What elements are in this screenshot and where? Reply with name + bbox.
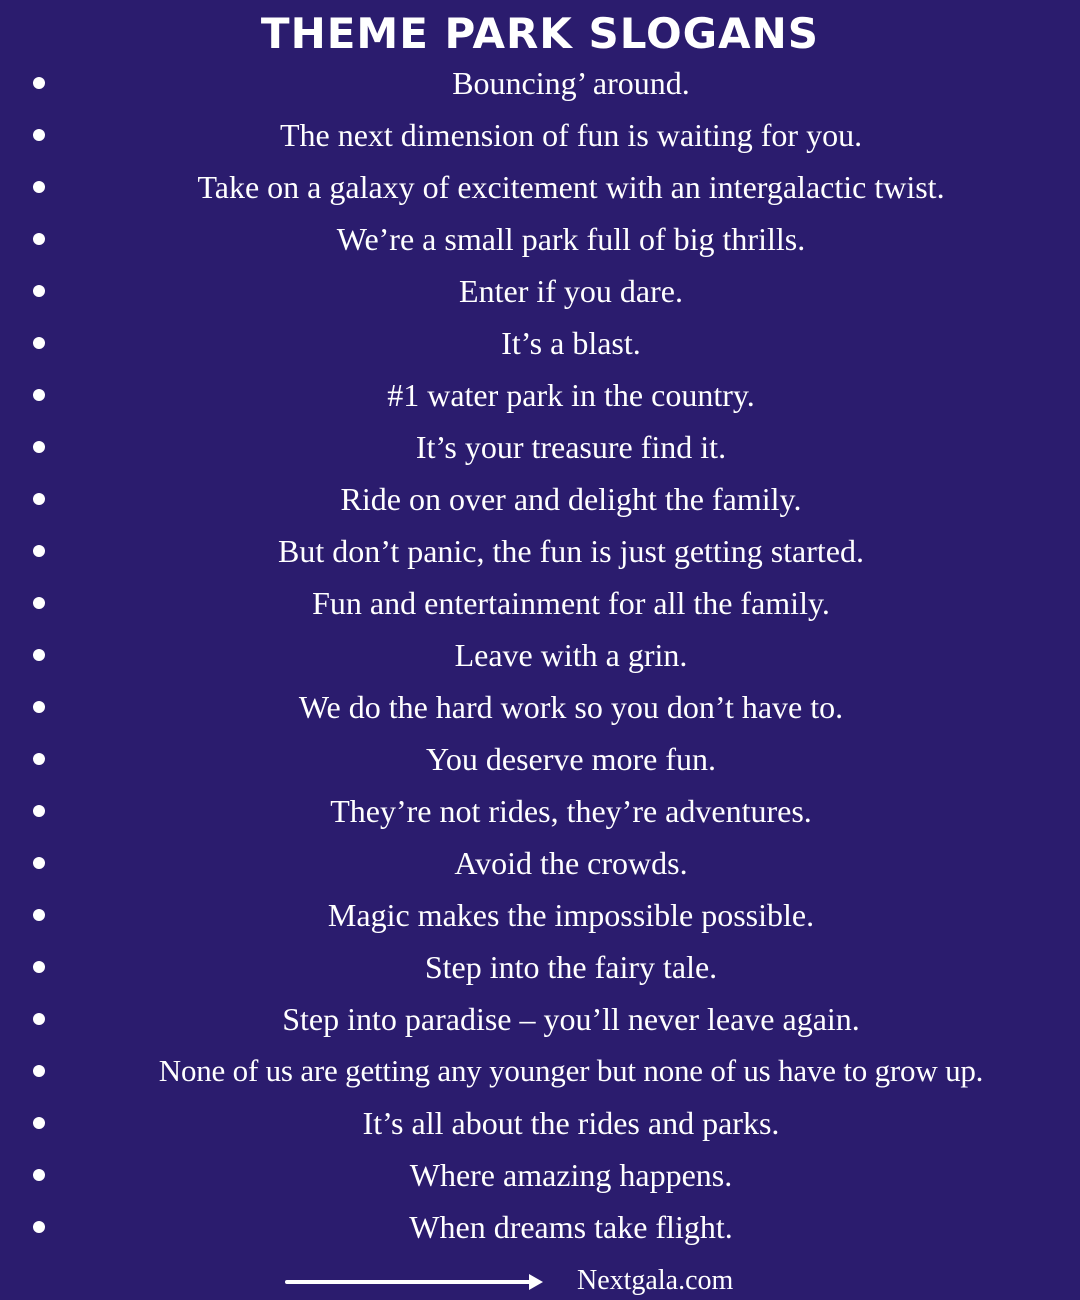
slogan-text: When dreams take flight. xyxy=(409,1209,733,1245)
bullet-icon xyxy=(33,1221,45,1233)
list-item xyxy=(0,317,1080,369)
list-item xyxy=(0,577,1080,629)
page-title: THEME PARK SLOGANS xyxy=(260,9,820,58)
bullet-icon xyxy=(33,805,45,817)
bullet-icon xyxy=(33,1117,45,1129)
slogan-text: It’s a blast. xyxy=(501,325,641,361)
list-item xyxy=(0,733,1080,785)
bullet-icon xyxy=(33,181,45,193)
list-item xyxy=(0,629,1080,681)
list-item xyxy=(0,889,1080,941)
bullet-icon xyxy=(33,545,45,557)
bullet-icon xyxy=(33,1065,45,1077)
list-item xyxy=(0,1201,1080,1253)
bullet-icon xyxy=(33,857,45,869)
bullet-icon xyxy=(33,753,45,765)
list-item xyxy=(0,785,1080,837)
slogan-text: It’s your treasure find it. xyxy=(415,429,727,465)
site-name: Nextgala.com xyxy=(577,1265,734,1296)
bullet-icon xyxy=(33,493,45,505)
bullet-icon xyxy=(33,597,45,609)
list-item xyxy=(0,1149,1080,1201)
bullet-icon xyxy=(33,909,45,921)
slogan-text: Ride on over and delight the family. xyxy=(340,481,802,517)
bullet-icon xyxy=(33,337,45,349)
bullet-icon xyxy=(33,701,45,713)
slogan-text: Step into paradise – you’ll never leave again. xyxy=(282,1001,860,1037)
bullet-icon xyxy=(33,233,45,245)
slogan-text: Avoid the crowds. xyxy=(454,845,688,881)
bullet-icon xyxy=(33,285,45,297)
list-item xyxy=(0,57,1080,109)
slogan-text: None of us are getting any younger but none of us have to grow up. xyxy=(158,1053,984,1088)
bullet-icon xyxy=(33,389,45,401)
list-item xyxy=(0,837,1080,889)
slogan-text: Leave with a grin. xyxy=(454,637,688,673)
bullet-icon xyxy=(33,441,45,453)
slogan-text: It’s all about the rides and parks. xyxy=(362,1105,780,1141)
bullet-icon xyxy=(33,129,45,141)
list-item xyxy=(0,1045,1080,1097)
slogan-text: Step into the fairy tale. xyxy=(424,949,718,985)
list-item xyxy=(0,681,1080,733)
list-item xyxy=(0,369,1080,421)
bullet-icon xyxy=(33,961,45,973)
list-item xyxy=(0,265,1080,317)
bullet-icon xyxy=(33,1169,45,1181)
slogan-text: We’re a small park full of big thrills. xyxy=(336,221,806,257)
bullet-icon xyxy=(33,649,45,661)
list-item xyxy=(0,941,1080,993)
slogan-text: Fun and entertainment for all the family. xyxy=(312,585,830,621)
slogan-text: The next dimension of fun is waiting for you. xyxy=(279,117,863,153)
slogan-text: They’re not rides, they’re adventures. xyxy=(330,793,812,829)
slogan-text: Enter if you dare. xyxy=(459,273,683,309)
list-item xyxy=(0,993,1080,1045)
slogan-text: Take on a galaxy of excitement with an intergalactic twist. xyxy=(197,169,945,205)
slogan-text: #1 water park in the country. xyxy=(387,377,755,413)
footer xyxy=(0,1262,1080,1300)
slogan-text: Where amazing happens. xyxy=(409,1157,733,1193)
slogan-text: But don’t panic, the fun is just getting started. xyxy=(278,533,864,569)
list-item xyxy=(0,473,1080,525)
list-item xyxy=(0,109,1080,161)
bullet-icon xyxy=(33,77,45,89)
bullet-icon xyxy=(33,1013,45,1025)
list-item xyxy=(0,161,1080,213)
list-item xyxy=(0,213,1080,265)
slogan-text: Magic makes the impossible possible. xyxy=(327,897,815,933)
slogan-text: Bouncing’ around. xyxy=(452,65,690,101)
list-item xyxy=(0,421,1080,473)
slogan-list xyxy=(0,57,1080,1253)
right-arrow-icon xyxy=(285,1272,545,1292)
list-item xyxy=(0,1097,1080,1149)
slogan-text: You deserve more fun. xyxy=(425,741,717,777)
list-item xyxy=(0,525,1080,577)
slogan-text: We do the hard work so you don’t have to. xyxy=(298,689,844,725)
